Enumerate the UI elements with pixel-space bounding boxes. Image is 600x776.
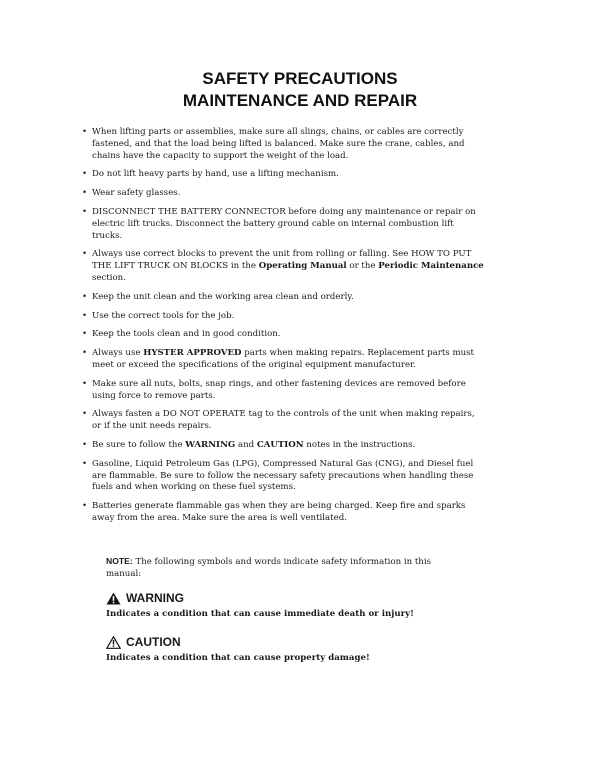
emphasis-text: Operating Manual — [258, 261, 347, 272]
item-text: When lifting parts or assemblies, make sure all slings, chains, or cables are correctly fastened, and that the load being lifted is balanced. Make sure the crane, cables, and chains have the capacity to support the weight of the load. — [92, 127, 465, 161]
emphasis-text: WARNING — [185, 439, 236, 450]
precaution-item — [82, 348, 486, 372]
item-text: parts when making repairs. Replacement parts must meet or exceed the specifications of the original equipment manufacturer. — [92, 348, 474, 370]
emphasis-text: CAUTION — [256, 439, 304, 450]
page-title — [0, 68, 600, 112]
item-text: DISCONNECT THE BATTERY CONNECTOR before doing any maintenance or repair on electric lift trucks. Disconnect the battery ground cable on internal combustion lift trucks. — [92, 206, 476, 241]
item-text: Use the correct tools for the job. — [92, 310, 235, 321]
precaution-item — [82, 501, 486, 525]
precaution-item — [82, 440, 486, 452]
item-text: Make sure all nuts, bolts, snap rings, and other fastening devices are removed before using force to remove parts. — [92, 378, 466, 401]
item-text: Always use correct blocks to prevent the unit from rolling or falling. See HOW TO PUT THE LIFT TRUCK ON BLOCKS in the — [92, 249, 472, 272]
note-paragraph — [106, 556, 466, 581]
emphasis-text: HYSTER APPROVED — [143, 348, 242, 359]
item-text: Always fasten a DO NOT OPERATE tag to the controls of the unit when making repairs, or if the unit needs repairs. — [92, 409, 475, 432]
item-text: Keep the tools clean and in good condition. — [92, 329, 281, 340]
item-text: Do not lift heavy parts by hand, use a lifting mechanism. — [92, 169, 339, 180]
caution-label: CAUTION — [126, 635, 181, 649]
warning-block — [106, 590, 486, 620]
precaution-item — [82, 379, 486, 403]
precaution-item — [82, 207, 486, 242]
item-text: Wear safety glasses. — [92, 188, 181, 199]
note-text: The following symbols and words indicate safety information in this manual: — [106, 557, 432, 579]
precaution-item — [82, 311, 486, 323]
emphasis-text: Periodic Maintenance — [378, 261, 484, 272]
caution-block — [106, 634, 486, 664]
precaution-item — [82, 188, 486, 200]
caution-text: Indicates a condition that can cause property damage! — [106, 653, 370, 663]
item-text: section. — [92, 272, 126, 283]
item-text: Batteries generate flammable gas when they are being charged. Keep fire and sparks away from the area. Make sure the area is well ventilated. — [92, 501, 466, 523]
caution-triangle-icon — [106, 636, 121, 649]
item-text: and — [235, 439, 257, 450]
item-text: Always use — [92, 348, 144, 359]
warning-label: WARNING — [126, 591, 184, 605]
precaution-item — [82, 249, 486, 284]
precaution-item — [82, 409, 486, 433]
item-text: or the — [346, 261, 379, 272]
item-text: Gasoline, Liquid Petroleum Gas (LPG), Compressed Natural Gas (CNG), and Diesel fuel are flammable. Be sure to follow the necessary safety precautions when handling these fuels and when working on these fuel systems. — [92, 458, 474, 493]
title-line-2: MAINTENANCE AND REPAIR — [182, 91, 418, 110]
item-text: Be sure to follow the — [92, 439, 186, 450]
precautions-list — [82, 127, 486, 532]
precaution-item — [82, 292, 486, 304]
warning-triangle-icon — [106, 592, 121, 605]
note-label: NOTE: — [106, 556, 133, 566]
precaution-item — [82, 459, 486, 494]
item-text: notes in the instructions. — [303, 439, 416, 450]
precaution-item — [82, 169, 486, 181]
item-text: Keep the unit clean and the working area clean and orderly. — [92, 291, 354, 302]
warning-text: Indicates a condition that can cause immediate death or injury! — [106, 609, 414, 619]
title-line-1: SAFETY PRECAUTIONS — [202, 69, 398, 88]
precaution-item — [82, 329, 486, 341]
precaution-item — [82, 127, 486, 162]
